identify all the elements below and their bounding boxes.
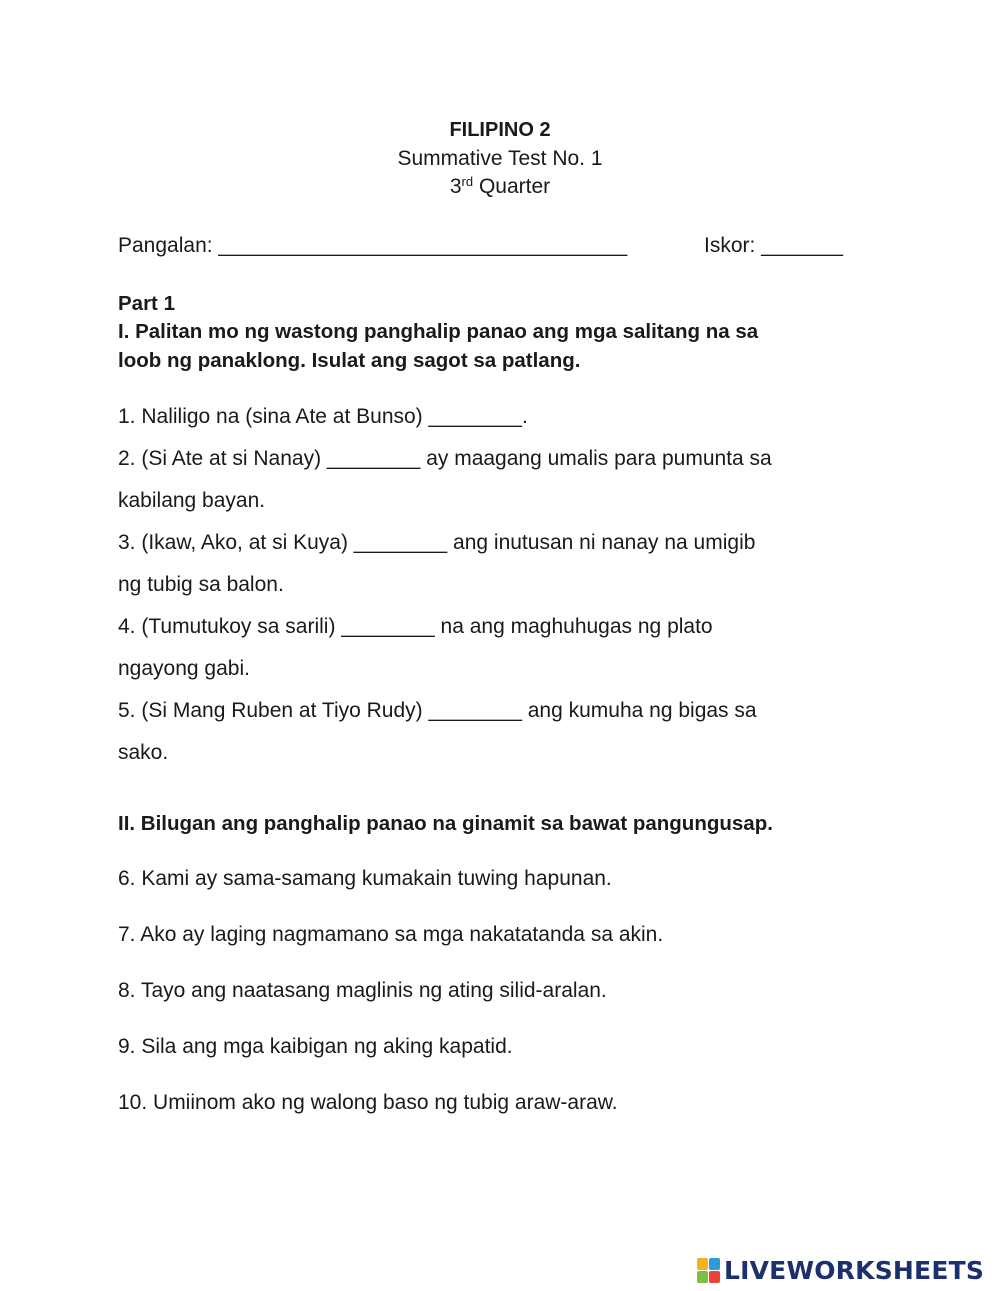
question-2-line2: kabilang bayan. [118, 489, 266, 512]
question-4-line2: ngayong gabi. [118, 657, 250, 680]
part-label: Part 1 [118, 292, 175, 315]
page-subtitle: Summative Test No. 1 [397, 147, 603, 170]
quarter-word: Quarter [473, 175, 551, 198]
question-3-line2: ng tubig sa balon. [118, 573, 284, 596]
liveworksheets-logo[interactable] [697, 1256, 984, 1285]
score-field[interactable]: Iskor: _______ [704, 234, 843, 257]
question-9[interactable]: 9. Sila ang mga kaibigan ng aking kapatid. [118, 1035, 513, 1058]
question-7[interactable]: 7. Ako ay laging nagmamano sa mga nakatatanda sa akin. [118, 923, 664, 946]
logo-blocks-icon [697, 1258, 721, 1284]
question-8[interactable]: 8. Tayo ang naatasang maglinis ng ating silid-aralan. [118, 979, 607, 1002]
question-5-line1[interactable]: 5. (Si Mang Ruben at Tiyo Rudy) ________ ang kumuha ng bigas sa [118, 699, 757, 722]
logo-block-v [697, 1271, 708, 1283]
question-6[interactable]: 6. Kami ay sama-samang kumakain tuwing hapunan. [118, 867, 612, 890]
logo-block-e [709, 1271, 720, 1283]
question-3-line1[interactable]: 3. (Ikaw, Ako, at si Kuya) ________ ang inutusan ni nanay na umigib [118, 531, 756, 554]
page-title: FILIPINO 2 [449, 119, 551, 141]
quarter-ordinal: rd [461, 174, 474, 189]
part2-instruction: II. Bilugan ang panghalip panao na ginamit sa bawat pangungusap. [118, 812, 773, 835]
part1-instruction-line1: I. Palitan mo ng wastong panghalip panao ang mga salitang na sa [118, 320, 759, 343]
quarter-number: 3 [449, 175, 462, 198]
name-field[interactable]: Pangalan: ___________________________________ [118, 234, 628, 257]
logo-block-i [709, 1258, 720, 1270]
question-2-line1[interactable]: 2. (Si Ate at si Nanay) ________ ay maagang umalis para pumunta sa [118, 447, 772, 470]
part1-instruction-line2: loob ng panaklong. Isulat ang sagot sa patlang. [118, 349, 581, 372]
logo-block-l [697, 1258, 708, 1270]
question-10[interactable]: 10. Umiinom ako ng walong baso ng tubig araw-araw. [118, 1091, 618, 1114]
question-4-line1[interactable]: 4. (Tumutukoy sa sarili) ________ na ang maghuhugas ng plato [118, 615, 713, 638]
brand-name: LIVEWORKSHEETS [724, 1256, 985, 1285]
question-5-line2: sako. [118, 741, 169, 764]
question-1[interactable]: 1. Naliligo na (sina Ate at Bunso) ________. [118, 405, 528, 428]
quarter-label [0, 175, 1000, 199]
